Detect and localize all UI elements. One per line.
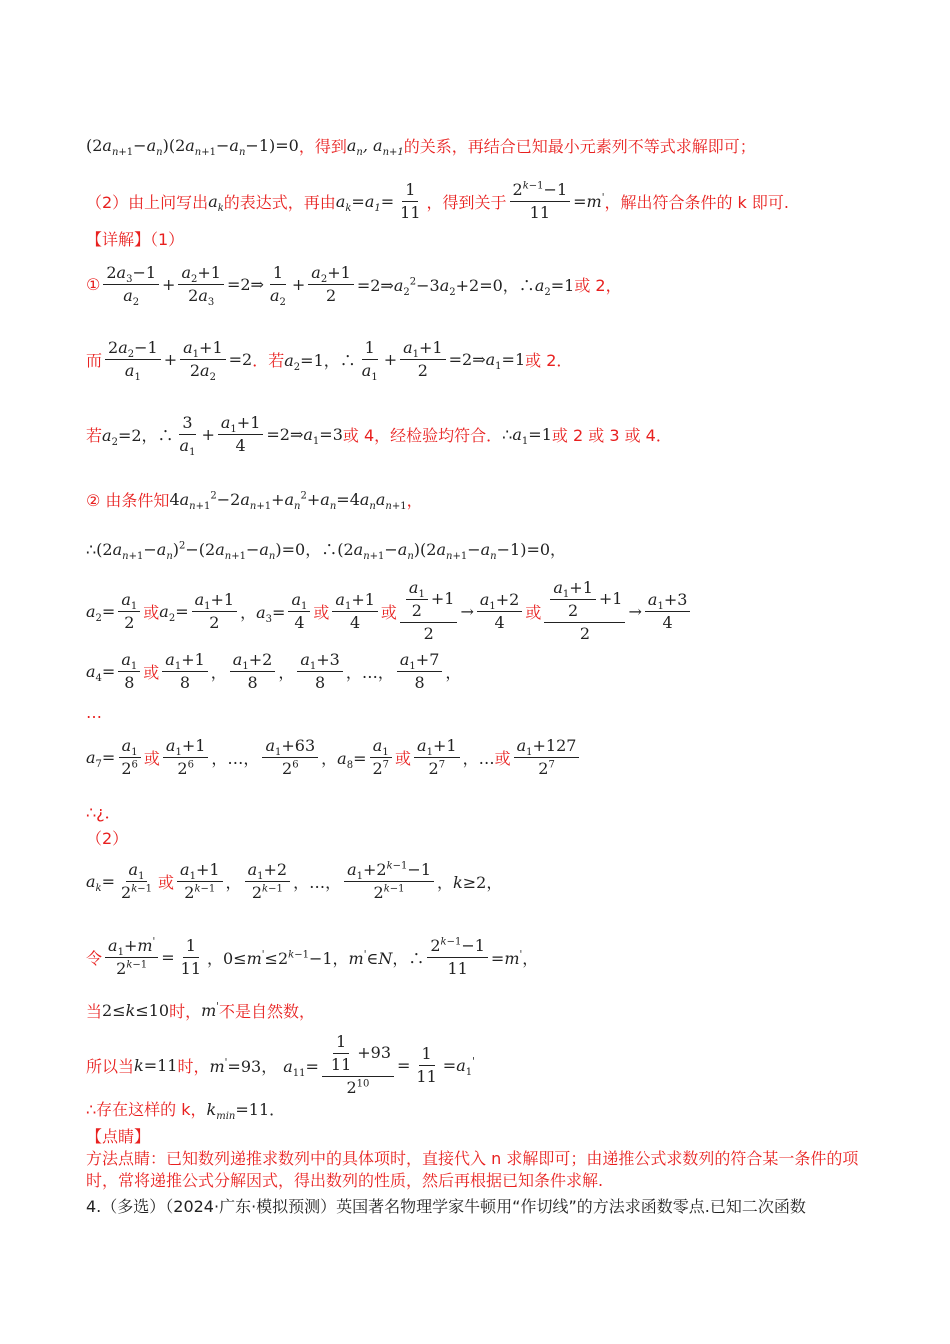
tip-heading-text: 【点睛】 bbox=[86, 1127, 151, 1146]
text-check: 或 4，经检验均符合． bbox=[342, 426, 503, 445]
ellipsis-text: … bbox=[86, 703, 102, 722]
text-or-2b: 或 2． bbox=[525, 351, 573, 370]
part-2-heading bbox=[86, 826, 128, 849]
ellipsis-line bbox=[86, 703, 102, 722]
frac-a1p3-8: $\frac{a_1+3}{8}$ bbox=[297, 650, 343, 693]
frac-a1p63-26: $\frac{a_1+63}{2^6}$ bbox=[262, 736, 318, 779]
fraction-3-a1: $\frac{3}{a_1}$ bbox=[179, 413, 196, 459]
text-or-2: 或 2， bbox=[574, 276, 622, 295]
or-3: 或 bbox=[380, 602, 397, 622]
solution-line-19: ∴存在这样的 k， $k_{min}=11$． bbox=[86, 1097, 285, 1120]
analysis-text-2b: 的表达式，再由 bbox=[223, 193, 336, 212]
analysis-text-2c: ，得到关于 bbox=[426, 193, 507, 212]
fraction-1-a1: $\frac{1}{a_1}$ bbox=[361, 338, 378, 384]
solution-line-4: ① $\frac{2a_3-1}{a_2}$ + $\frac{a_2+1}{2a_3}$ =2⇒ $\frac{1}{a_2}$ + $\frac{a_2+1}{2}$ $=2\Rightarrow a_2^2-3a_2+2=0$，$\therefore a_2=1$ 或 2， bbox=[86, 263, 622, 309]
text-condition: ② 由条件知 bbox=[86, 491, 170, 510]
frac-a1p7-8: $\frac{a_1+7}{8}$ bbox=[397, 650, 443, 693]
text-result-a1: 或 2 或 3 或 4． bbox=[551, 426, 672, 445]
frac-a1pm: $\frac{a_1+m'}{2^{k-1}}$ bbox=[105, 936, 158, 979]
math-m: =m' bbox=[573, 192, 605, 211]
analysis-line-1 bbox=[86, 134, 756, 157]
frac-a1p1-2b: $\frac{a_1+1}{2}$ bbox=[192, 590, 238, 633]
frac-ak-4: $\frac{a_1+2^{k-1}-1}{2^{k-1}}$ bbox=[344, 860, 434, 903]
text-er: 而 bbox=[86, 351, 103, 370]
frac-a1-27: $\frac{a_1}{2^7}$ bbox=[369, 736, 392, 779]
frac-2k-11b: $\frac{2^{k-1}-1}{11}$ bbox=[427, 936, 488, 979]
math-ak-eq: $a_k=a_1=$ bbox=[335, 192, 395, 215]
fraction-a2p1: $\frac{a_2+1}{2a_3}$ bbox=[178, 263, 224, 306]
tip-paragraph bbox=[86, 1148, 866, 1192]
frac-a1p2-4: $\frac{a_1+2}{4}$ bbox=[477, 590, 523, 633]
text-shi-2: 时， bbox=[177, 1056, 210, 1076]
text-not-natural: 不是自然数， bbox=[219, 1002, 316, 1021]
tip-text: 方法点睛：已知数列递推求数列中的具体项时，直接代入 n 求解即可；由递推公式求数列的符合某一条件的项时，常将递推公式分解因式，得出数列的性质，然后再根据已知条件求解. bbox=[86, 1149, 859, 1190]
or-8: 或 bbox=[494, 749, 511, 768]
fraction-a1p1-4: $\frac{a_1+1}{4}$ bbox=[218, 413, 264, 456]
frac-1-11c: $\frac{1}{11}$ bbox=[416, 1043, 437, 1086]
tip-heading bbox=[86, 1124, 150, 1147]
detail-heading-text: 【详解】（1） bbox=[86, 230, 185, 249]
fraction-a1p1-2: $\frac{a_1+1}{2}$ bbox=[400, 338, 446, 381]
or-7: 或 bbox=[395, 749, 412, 768]
solution-line-16: 令 $\frac{a_1+m'}{2^{k-1}}$ = $\frac{1}{11}$ ，$0\le m'\le 2^{k-1}-1$，m'∈N，∴ $\frac{2^{k-1}-1}{11}$ =m'， bbox=[86, 936, 539, 978]
equation-square: $\therefore(2a_{n+1}-a_n)^2-(2a_{n+1}-a_n)=0$，$\therefore(2a_{n+1}-a_n)(2a_{n+1}-a_n-1)=0$， bbox=[86, 540, 567, 563]
solution-line-18: 所以当 k=11 时， m'=93， $a_{11}=$ $\frac{1}{11}$ +93 $2^{10}$ = $\frac{1}{11}$ $=a_1'$ bbox=[86, 1032, 475, 1097]
frac-a1-4: $\frac{a_1}{4}$ bbox=[288, 590, 310, 633]
text-dang: 当 bbox=[86, 1002, 103, 1021]
frac-a1p1-26: $\frac{a_1+1}{2^6}$ bbox=[163, 736, 209, 779]
fraction-a3: $\frac{2a_3-1}{a_2}$ bbox=[103, 263, 159, 306]
or-2: 或 bbox=[313, 602, 330, 622]
question-4-text: 4.（多选）（2024·广东·模拟预测）英国著名物理学家牛顿用“作切线”的方法求函数零点.已知二次函数 bbox=[86, 1197, 806, 1216]
math-an-an1: $a_n$, $a_{n+1}$ bbox=[346, 136, 404, 159]
solution-line-6: 若 $a_2=2$，∴ $\frac{3}{a_1}$ + $\frac{a_1+1}{4}$ $=2\Rightarrow a_1=3$ 或 4，经检验均符合． $\therefore a_1=1$ 或 2 或 3 或 4． bbox=[86, 413, 672, 459]
solution-line-7: ② 由条件知 $4a_{n+1}^2-2a_{n+1}+a_n^2+a_n=4a_na_{n+1}$ ， bbox=[86, 490, 423, 513]
frac-nested-2: $\frac{a_1+1}{2}$ +1 2 bbox=[544, 578, 625, 644]
or-9: 或 bbox=[158, 873, 175, 892]
analysis-text-1: ，得到 bbox=[298, 137, 347, 156]
fraction-a2p1-2: $\frac{a_2+1}{2}$ bbox=[308, 263, 354, 306]
frac-a1p1-27: $\frac{a_1+1}{2^7}$ bbox=[414, 736, 460, 779]
therefore-line bbox=[86, 800, 121, 823]
frac-a11: $\frac{1}{11}$ +93 $2^{10}$ bbox=[322, 1032, 394, 1098]
detail-heading bbox=[86, 227, 184, 250]
text-ruo: ．若 bbox=[252, 351, 285, 370]
text-suoyi: 所以当 bbox=[86, 1056, 135, 1076]
analysis-text-2d: ，解出符合条件的 k 即可. bbox=[604, 193, 789, 212]
or-1: 或 bbox=[143, 602, 160, 622]
solution-line-9: $a_2=$ $\frac{a_1}{2}$ 或 $a_2=$ $\frac{a_1+1}{2}$ ，$a_3=$ $\frac{a_1}{4}$ 或 $\frac{a_1+1}{4}$ 或 $\frac{a_1}{2}$ +1 2 → $\frac{a_1+2}{4}$ 或 $\frac{a_1+1}{2}$ +1 2 → $\frac{a_1+3}{4}$ bbox=[86, 578, 693, 644]
frac-ak-1: $\frac{a_1}{2^{k-1}}$ bbox=[121, 860, 153, 902]
frac-ak-2: $\frac{a_1+1}{2^{k-1}}$ bbox=[177, 860, 223, 903]
solution-line-12: $a_7=$ $\frac{a_1}{2^6}$ 或 $\frac{a_1+1}{2^6}$ ，…， $\frac{a_1+63}{2^6}$ ，$a_8=$ $\frac{a_1}{2^7}$ 或 $\frac{a_1+1}{2^7}$ ，… 或 $\frac{a_1+127}{2^7}$ bbox=[86, 736, 582, 779]
or-6: 或 bbox=[143, 749, 160, 768]
analysis-line-2 bbox=[86, 180, 789, 223]
solution-line-10: $a_4=$ $\frac{a_1}{8}$ 或 $\frac{a_1+1}{8}$ ， $\frac{a_1+2}{8}$ ， $\frac{a_1+3}{8}$ ，…， $\frac{a_1+7}{8}$ ， bbox=[86, 650, 462, 692]
text-exists: ∴存在这样的 k， bbox=[86, 1100, 207, 1119]
solution-line-8 bbox=[86, 537, 567, 563]
solution-line-15: $a_k=$ $\frac{a_1}{2^{k-1}}$ 或 $\frac{a_1+1}{2^{k-1}}$ ， $\frac{a_1+2}{2^{k-1}}$ ，…， $\frac{a_1+2^{k-1}-1}{2^{k-1}}$ ，k≥2， bbox=[86, 860, 503, 902]
part-2-text: （2） bbox=[86, 829, 129, 848]
therefore-text: ∴¿． bbox=[86, 803, 121, 822]
equation-factored: $(2a_{n+1}-a_n)(2a_{n+1}-a_n-1)=0$ bbox=[86, 136, 299, 159]
frac-a1-8: $\frac{a_1}{8}$ bbox=[118, 650, 140, 693]
solution-line-5: 而 $\frac{2a_2-1}{a_1}$ + $\frac{a_1+1}{2a_2}$ =2 ．若 $a_2=1$，∴ $\frac{1}{a_1}$ + $\frac{a_1+1}{2}$ $=2\Rightarrow a_1=1$ 或 2． bbox=[86, 338, 573, 384]
or-5: 或 bbox=[143, 663, 160, 682]
fraction-1-a2: $\frac{1}{a_2}$ bbox=[269, 263, 286, 309]
frac-ak-3: $\frac{a_1+2}{2^{k-1}}$ bbox=[245, 860, 291, 903]
text-ling: 令 bbox=[86, 949, 103, 968]
frac-a1-2: $\frac{a_1}{2}$ bbox=[118, 590, 140, 633]
text-ruo-2: 若 bbox=[86, 426, 103, 445]
question-4 bbox=[86, 1196, 866, 1218]
or-4: 或 bbox=[525, 602, 542, 622]
fraction-a1p1-2a2: $\frac{a_1+1}{2a_2}$ bbox=[180, 338, 226, 381]
fraction-a2-a1: $\frac{2a_2-1}{a_1}$ bbox=[105, 338, 161, 381]
math-ak: $a_k$ bbox=[208, 192, 224, 215]
frac-a1p1-4b: $\frac{a_1+1}{4}$ bbox=[332, 590, 378, 633]
frac-a1p1-8: $\frac{a_1+1}{8}$ bbox=[162, 650, 208, 693]
frac-1-11b: $\frac{1}{11}$ bbox=[180, 936, 202, 978]
frac-nested-1: $\frac{a_1}{2}$ +1 2 bbox=[400, 578, 458, 644]
fraction-1-11: $\frac{1}{11}$ bbox=[400, 180, 421, 222]
solution-line-17: 当 2≤k≤10 时， m' 不是自然数， bbox=[86, 1001, 316, 1021]
text-shi: 时， bbox=[169, 1002, 202, 1021]
frac-a1-26: $\frac{a_1}{2^6}$ bbox=[118, 736, 141, 779]
frac-a1p2-8: $\frac{a_1+2}{8}$ bbox=[230, 650, 276, 693]
frac-a1p127-27: $\frac{a_1+127}{2^7}$ bbox=[514, 736, 580, 779]
analysis-text-2a: （2）由上问写出 bbox=[86, 193, 209, 212]
circle-1: ① bbox=[86, 275, 101, 294]
analysis-text-1b: 的关系，再结合已知最小元素列不等式求解即可； bbox=[403, 137, 756, 156]
fraction-2k-11: $\frac{2^{k-1}-1}{11}$ bbox=[510, 180, 571, 223]
frac-a1p3-4: $\frac{a_1+3}{4}$ bbox=[645, 590, 691, 633]
